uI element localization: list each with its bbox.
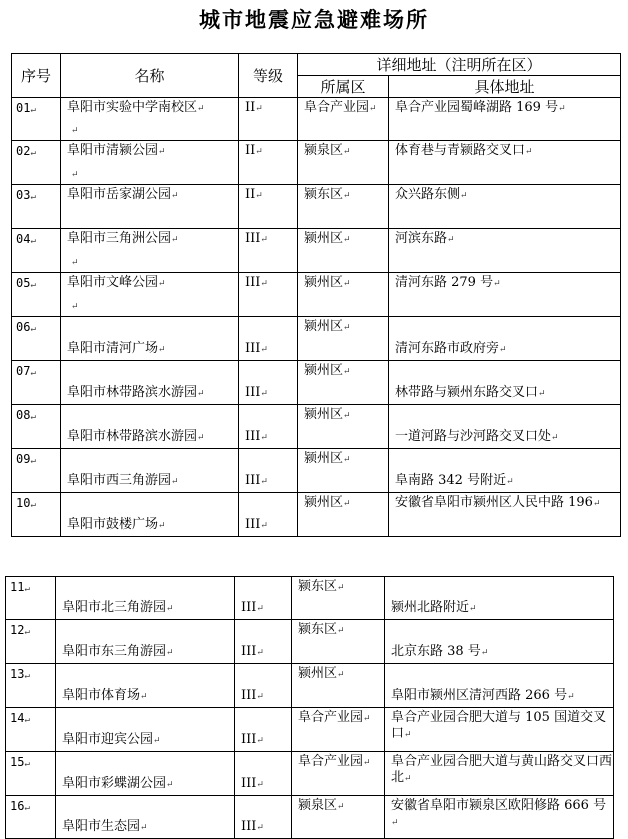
shelter-name: [56, 752, 235, 796]
return-mark: ↵: [260, 433, 268, 443]
shelter-level-text: III: [245, 385, 261, 400]
shelter-address-text: 众兴路东侧: [395, 187, 461, 202]
shelter-level: [235, 708, 292, 752]
return-mark: ↵: [567, 692, 575, 702]
table-row: [12, 98, 621, 141]
return-mark: ↵: [260, 389, 268, 399]
return-mark: ↵: [369, 104, 377, 114]
return-mark: ↵: [197, 433, 205, 443]
return-mark: ↵: [525, 147, 533, 157]
shelter-district: [292, 752, 385, 796]
shelter-name-text: 阜阳市林带路滨水游园: [67, 429, 198, 444]
shelter-level: [235, 752, 292, 796]
shelter-address: [385, 708, 614, 752]
table-row: [12, 185, 621, 229]
return-mark: ↵: [158, 345, 166, 355]
shelter-table-part2: [5, 576, 614, 839]
shelter-level: [239, 449, 298, 493]
shelter-district: [298, 185, 389, 229]
header-seq: 序号: [12, 54, 61, 98]
shelter-district: [298, 361, 389, 405]
return-mark: ↵: [260, 521, 268, 531]
row-number-text: 05: [16, 276, 31, 290]
shelter-name: [61, 141, 239, 185]
table-row: [12, 493, 621, 537]
shelter-level-text: III: [245, 275, 261, 290]
shelter-name: [56, 708, 235, 752]
return-mark: ↵: [30, 324, 36, 334]
shelter-name-text: 阜阳市实验中学南校区: [67, 100, 198, 115]
shelter-address: [389, 185, 621, 229]
shelter-name-text: 阜阳市林带路滨水游园: [67, 385, 198, 400]
shelter-address-text: 清河东路 279 号: [395, 275, 494, 290]
return-mark: ↵: [197, 389, 205, 399]
row-number-text: 06: [16, 320, 31, 334]
shelter-address-text: 河滨东路: [395, 231, 448, 246]
return-mark: ↵: [337, 670, 345, 680]
shelter-name: [61, 185, 239, 229]
row-number: [12, 317, 61, 361]
shelter-level: [239, 493, 298, 537]
return-mark: ↵: [558, 104, 566, 114]
shelter-level: [239, 98, 298, 141]
row-number: [12, 361, 61, 405]
return-mark: ↵: [24, 584, 30, 594]
return-mark: ↵: [71, 258, 79, 268]
row-number: [12, 141, 61, 185]
return-mark: ↵: [256, 780, 264, 790]
shelter-level-text: II: [245, 100, 256, 115]
shelter-district: [298, 405, 389, 449]
shelter-name: [61, 273, 239, 317]
shelter-level: [239, 141, 298, 185]
return-mark: ↵: [171, 191, 179, 201]
shelter-district-text: 阜合产业园: [298, 754, 364, 769]
return-mark: ↵: [337, 583, 345, 593]
shelter-address-text: 一道河路与沙河路交叉口处: [395, 429, 552, 444]
shelter-level-text: III: [241, 644, 257, 659]
shelter-name-text: 阜阳市彩蝶湖公园: [62, 776, 167, 791]
return-mark: ↵: [30, 412, 36, 422]
row-number: [6, 796, 56, 839]
row-number-text: 02: [16, 144, 31, 158]
return-mark: ↵: [592, 499, 601, 509]
row-number: [12, 493, 61, 537]
return-mark: ↵: [153, 736, 161, 746]
return-mark: ↵: [166, 604, 174, 614]
table-row: [6, 708, 614, 752]
shelter-name: [61, 317, 239, 361]
shelter-district: [298, 449, 389, 493]
shelter-address: [389, 229, 621, 273]
table-row: [12, 361, 621, 405]
shelter-level-text: III: [245, 473, 261, 488]
shelter-address: [389, 98, 621, 141]
shelter-level-text: III: [241, 776, 257, 791]
shelter-level: [239, 317, 298, 361]
row-number: [6, 752, 56, 796]
table-row: [6, 664, 614, 708]
shelter-level: [235, 577, 292, 620]
return-mark: ↵: [24, 803, 30, 813]
return-mark: ↵: [158, 521, 166, 531]
shelter-address: [385, 664, 614, 708]
return-mark: ↵: [71, 126, 79, 136]
shelter-district-text: 阜合产业园: [304, 100, 370, 115]
return-mark: ↵: [343, 235, 351, 245]
shelter-name-text: 阜阳市鼓楼广场: [67, 517, 159, 532]
shelter-name: [56, 577, 235, 620]
shelter-name-text: 阜阳市清河广场: [67, 341, 159, 356]
return-mark: ↵: [343, 191, 351, 201]
shelter-address-text: 清河东路市政府旁: [395, 341, 500, 356]
shelter-name-text: 阜阳市生态园: [62, 819, 141, 834]
shelter-address: [389, 361, 621, 405]
return-mark: ↵: [255, 191, 263, 201]
return-mark: ↵: [24, 627, 30, 637]
row-number: [6, 620, 56, 664]
shelter-level: [239, 273, 298, 317]
shelter-address-text: 阜合产业园蜀峰湖路 169 号: [395, 100, 559, 115]
shelter-name-text: 阜阳市三角洲公园: [67, 231, 172, 246]
return-mark: ↵: [343, 323, 351, 333]
return-mark: ↵: [30, 280, 36, 290]
shelter-district-text: 颍州区: [304, 451, 344, 466]
row-number: [12, 273, 61, 317]
shelter-district: [298, 229, 389, 273]
row-number: [12, 449, 61, 493]
return-mark: ↵: [255, 147, 263, 157]
shelter-address: [389, 141, 621, 185]
shelter-name-text: 阜阳市体育场: [62, 688, 141, 703]
return-mark: ↵: [343, 367, 351, 377]
return-mark: ↵: [343, 499, 351, 509]
return-mark: ↵: [256, 736, 264, 746]
shelter-level-text: III: [245, 231, 261, 246]
row-number-text: 04: [16, 232, 31, 246]
return-mark: ↵: [447, 235, 455, 245]
return-mark: ↵: [158, 279, 166, 289]
shelter-level: [235, 796, 292, 839]
return-mark: ↵: [343, 411, 351, 421]
return-mark: ↵: [30, 368, 36, 378]
return-mark: ↵: [343, 147, 351, 157]
shelter-level: [235, 664, 292, 708]
return-mark: ↵: [140, 823, 148, 833]
shelter-address-text: 安徽省阜阳市颍州区人民中路 196: [395, 495, 593, 510]
return-mark: ↵: [30, 500, 36, 510]
shelter-level: [235, 620, 292, 664]
table-row: [12, 273, 621, 317]
shelter-district: [298, 317, 389, 361]
shelter-district-text: 颍东区: [304, 187, 344, 202]
shelter-district: [292, 577, 385, 620]
return-mark: ↵: [538, 389, 546, 399]
shelter-level-text: III: [245, 341, 261, 356]
shelter-address: [385, 620, 614, 664]
shelter-address: [385, 752, 614, 796]
row-number-text: 09: [16, 452, 31, 466]
return-mark: ↵: [30, 236, 36, 246]
shelter-district: [298, 273, 389, 317]
return-mark: ↵: [260, 477, 268, 487]
return-mark: ↵: [30, 148, 36, 158]
return-mark: ↵: [260, 279, 268, 289]
shelter-name: [61, 98, 239, 141]
shelter-name: [61, 405, 239, 449]
shelter-district-text: 颍东区: [298, 622, 338, 637]
return-mark: ↵: [551, 433, 559, 443]
return-mark: ↵: [260, 345, 268, 355]
table-row: [12, 229, 621, 273]
header-level: 等级: [239, 54, 298, 98]
header-address: 具体地址: [389, 76, 621, 98]
return-mark: ↵: [24, 715, 30, 725]
table-row: [12, 317, 621, 361]
shelter-district-text: 颍州区: [304, 495, 344, 510]
shelter-address: [389, 273, 621, 317]
shelter-level-text: III: [241, 819, 257, 834]
shelter-level-text: III: [241, 688, 257, 703]
return-mark: ↵: [343, 279, 351, 289]
shelter-district-text: 颍州区: [298, 666, 338, 681]
shelter-level-text: III: [241, 732, 257, 747]
row-number-text: 15: [10, 755, 25, 769]
return-mark: ↵: [140, 692, 148, 702]
shelter-district-text: 颍泉区: [304, 143, 344, 158]
return-mark: ↵: [256, 692, 264, 702]
shelter-name: [61, 361, 239, 405]
return-mark: ↵: [30, 105, 36, 115]
return-mark: ↵: [256, 823, 264, 833]
shelter-name-text: 阜阳市北三角游园: [62, 600, 167, 615]
shelter-address: [389, 317, 621, 361]
return-mark: ↵: [260, 235, 268, 245]
shelter-level: [239, 229, 298, 273]
return-mark: ↵: [363, 758, 371, 768]
row-number: [6, 664, 56, 708]
shelter-name: [56, 796, 235, 839]
return-mark: ↵: [469, 604, 477, 614]
header-name: 名称: [61, 54, 239, 98]
header-district: 所属区: [298, 76, 389, 98]
return-mark: ↵: [24, 759, 30, 769]
shelter-district: [298, 98, 389, 141]
shelter-name: [61, 493, 239, 537]
table-row: [6, 577, 614, 620]
return-mark: ↵: [337, 626, 345, 636]
shelter-level-text: III: [245, 429, 261, 444]
row-number-text: 01: [16, 101, 31, 115]
table2-body: [6, 577, 614, 839]
row-number: [12, 405, 61, 449]
row-number: [12, 98, 61, 141]
return-mark: ↵: [158, 147, 166, 157]
shelter-address-text: 阜合产业园合肥大道与 105 国道交叉口: [391, 710, 607, 741]
return-mark: ↵: [166, 648, 174, 658]
shelter-name: [61, 229, 239, 273]
shelter-district: [292, 708, 385, 752]
table-row: [6, 620, 614, 664]
return-mark: ↵: [363, 714, 371, 724]
shelter-name-text: 阜阳市迎宾公园: [62, 732, 154, 747]
return-mark: ↵: [24, 671, 30, 681]
row-number: [6, 577, 56, 620]
shelter-level-text: II: [245, 187, 256, 202]
table-row: [12, 449, 621, 493]
shelter-level: [239, 405, 298, 449]
return-mark: ↵: [343, 455, 351, 465]
shelter-district-text: 颍州区: [304, 275, 344, 290]
shelter-district-text: 颍州区: [304, 319, 344, 334]
return-mark: ↵: [337, 802, 345, 812]
return-mark: ↵: [171, 235, 179, 245]
return-mark: ↵: [71, 302, 79, 312]
row-number-text: 14: [10, 711, 25, 725]
shelter-district-text: 阜合产业园: [298, 710, 364, 725]
return-mark: ↵: [197, 104, 205, 114]
row-number-text: 16: [10, 799, 25, 813]
shelter-name-text: 阜阳市西三角游园: [67, 473, 172, 488]
shelter-district-text: 颍泉区: [298, 798, 338, 813]
shelter-name: [56, 664, 235, 708]
shelter-name-text: 阜阳市文峰公园: [67, 275, 159, 290]
shelter-level-text: III: [245, 517, 261, 532]
shelter-level-text: III: [241, 600, 257, 615]
shelter-name: [61, 449, 239, 493]
return-mark: ↵: [30, 456, 36, 466]
shelter-address-text: 阜阳市颍州区清河西路 266 号: [391, 688, 568, 703]
row-number-text: 03: [16, 188, 31, 202]
shelter-district: [292, 664, 385, 708]
shelter-name: [56, 620, 235, 664]
page-title: 城市地震应急避难场所: [199, 7, 429, 32]
shelter-address-text: 阜合产业园合肥大道与黄山路交叉口西北: [391, 754, 613, 785]
return-mark: ↵: [171, 477, 179, 487]
shelter-district-text: 颍东区: [298, 579, 338, 594]
return-mark: ↵: [255, 104, 263, 114]
return-mark: ↵: [166, 780, 174, 790]
shelter-district-text: 颍州区: [304, 363, 344, 378]
return-mark: ↵: [256, 604, 264, 614]
table-row: [6, 796, 614, 839]
shelter-level-text: II: [245, 143, 256, 158]
shelter-district: [298, 141, 389, 185]
return-mark: ↵: [506, 477, 514, 487]
shelter-address-text: 阜南路 342 号附近: [395, 473, 507, 488]
header-address-group: 详细地址（注明所在区）: [298, 54, 621, 76]
table-row: [12, 405, 621, 449]
row-number-text: 07: [16, 364, 31, 378]
shelter-address: [389, 493, 621, 537]
return-mark: ↵: [404, 774, 412, 784]
shelter-name-text: 阜阳市东三角游园: [62, 644, 167, 659]
table-row: [6, 752, 614, 796]
shelter-address: [389, 405, 621, 449]
shelter-district-text: 颍州区: [304, 407, 344, 422]
row-number-text: 13: [10, 667, 25, 681]
return-mark: ↵: [493, 279, 501, 289]
return-mark: ↵: [71, 170, 79, 180]
row-number: [6, 708, 56, 752]
shelter-address: [389, 449, 621, 493]
shelter-address-text: 颍州北路附近: [391, 600, 470, 615]
row-number: [12, 229, 61, 273]
shelter-district: [292, 796, 385, 839]
return-mark: ↵: [256, 648, 264, 658]
shelter-address-text: 体育巷与青颍路交叉口: [395, 143, 526, 158]
shelter-address-text: 北京东路 38 号: [391, 644, 481, 659]
shelter-address-text: 安徽省阜阳市颍泉区欧阳修路 666 号: [391, 798, 607, 813]
row-number-text: 12: [10, 623, 25, 637]
return-mark: ↵: [30, 192, 36, 202]
row-number-text: 08: [16, 408, 31, 422]
row-number-text: 11: [10, 580, 25, 594]
table-row: [12, 141, 621, 185]
return-mark: ↵: [480, 648, 489, 658]
shelter-address: [385, 796, 614, 839]
shelter-address-text: 林带路与颍州东路交叉口: [395, 385, 539, 400]
return-mark: ↵: [391, 818, 399, 828]
shelter-level: [239, 361, 298, 405]
return-mark: ↵: [499, 345, 507, 355]
shelter-district: [298, 493, 389, 537]
shelter-level: [239, 185, 298, 229]
shelter-table-part1: [11, 53, 621, 537]
shelter-district: [292, 620, 385, 664]
row-number-text: 10: [16, 496, 31, 510]
shelter-district-text: 颍州区: [304, 231, 344, 246]
return-mark: ↵: [460, 191, 468, 201]
return-mark: ↵: [404, 730, 412, 740]
row-number: [12, 185, 61, 229]
shelter-name-text: 阜阳市岳家湖公园: [67, 187, 172, 202]
shelter-name-text: 阜阳市清颍公园: [67, 143, 159, 158]
shelter-address: [385, 577, 614, 620]
